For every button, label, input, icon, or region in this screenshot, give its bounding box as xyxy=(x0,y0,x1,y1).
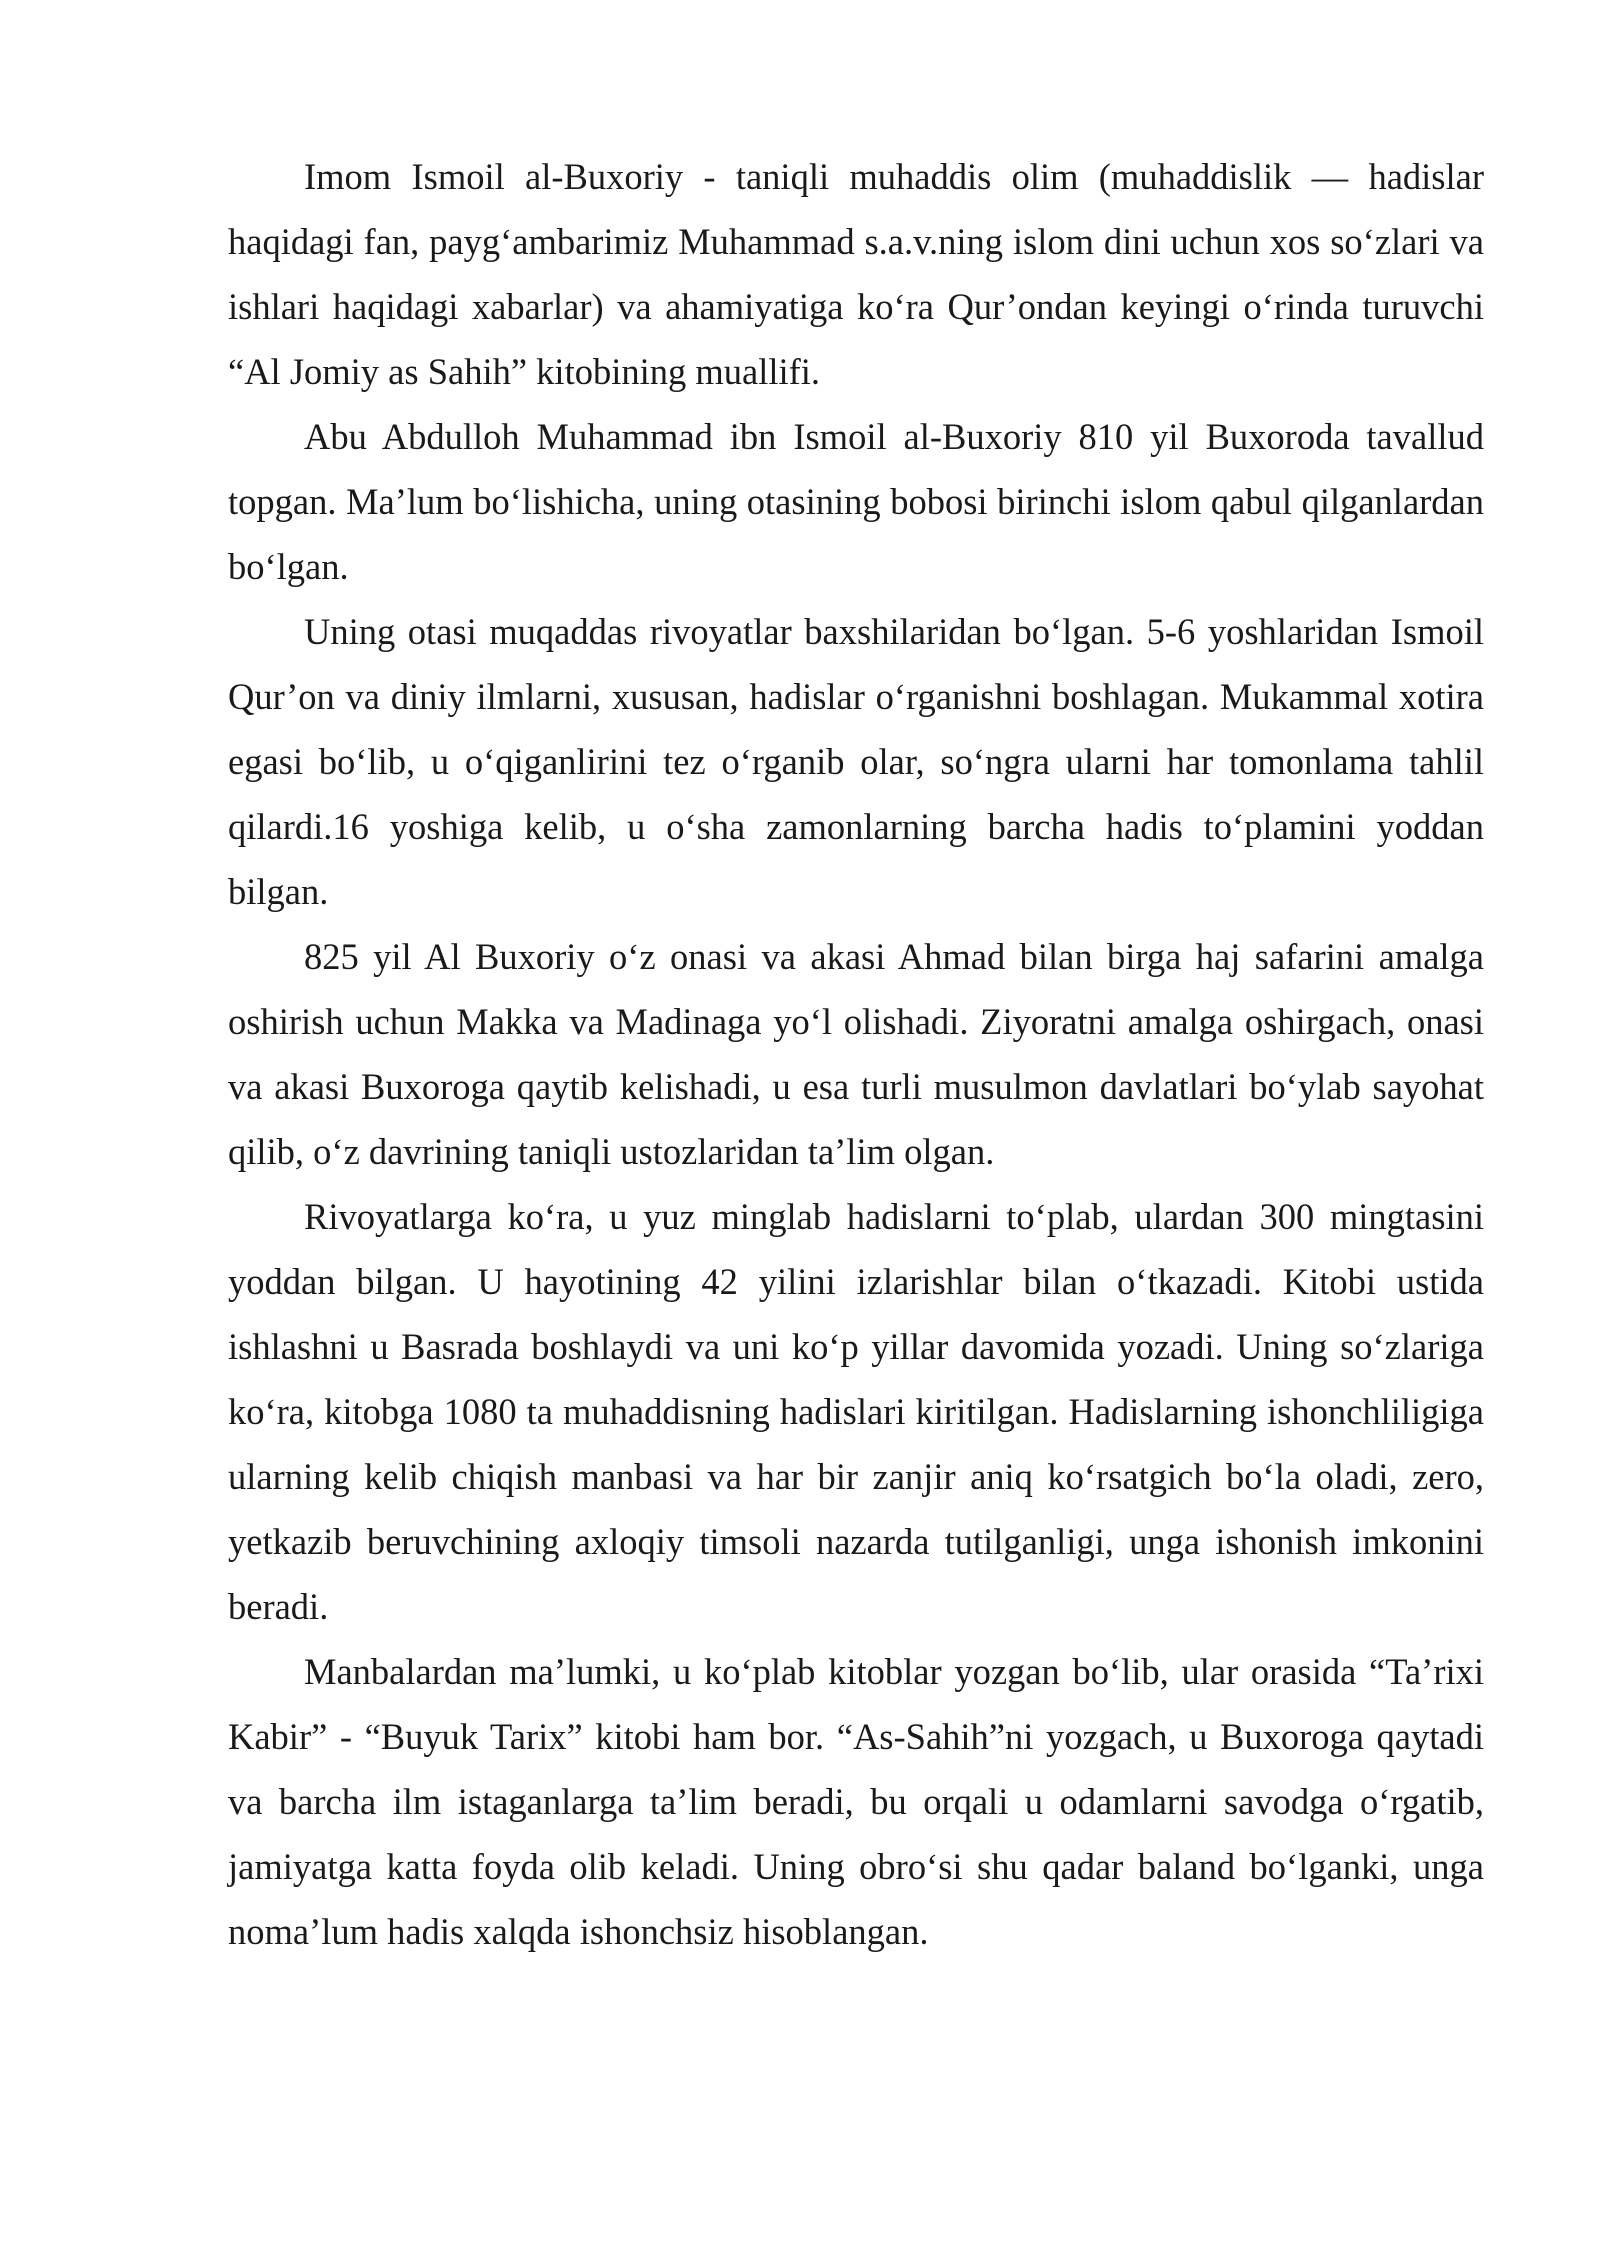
paragraph-introduction: Imom Ismoil al-Buxoriy - taniqli muhaddis olim (muhaddislik — hadislar haqidagi fan, payg‘ambarimiz Muhammad s.a.v.ning islom dini uchun xos so‘zlari va ishlari haqidagi xabarlar) va ahamiyatiga ko‘ra Qur’ondan keyingi o‘rinda turuvchi “Al Jomiy as Sahih” kitobining muallifi. xyxy=(228,156,1484,392)
document-body xyxy=(228,144,1484,1964)
paragraph-hadith-collection: Rivoyatlarga ko‘ra, u yuz minglab hadislarni to‘plab, ulardan 300 mingtasini yoddan bilgan. U hayotining 42 yilini izlarishlar bilan o‘tkazadi. Kitobi ustida ishlashni u Basrada boshlaydi va uni ko‘p yillar davomida yozadi. Uning so‘zlariga ko‘ra, kitobga 1080 ta muhaddisning hadislari kiritilgan. Hadislarning ishonchliligiga ularning kelib chiqish manbasi va har bir zanjir aniq ko‘rsatgich bo‘la oladi, zero, yetkazib beruvchining axloqiy timsoli nazarda tutilganligi, unga ishonish imkonini beradi. xyxy=(228,1196,1484,1627)
paragraph-birth: Abu Abdulloh Muhammad ibn Ismoil al-Buxoriy 810 yil Buxoroda tavallud topgan. Ma’lum bo‘lishicha, uning otasining bobosi birinchi islom qabul qilganlardan bo‘lgan. xyxy=(228,416,1484,587)
paragraph-works-and-legacy: Manbalardan ma’lumki, u ko‘plab kitoblar yozgan bo‘lib, ular orasida “Ta’rixi Kabir” - “Buyuk Tarix” kitobi ham bor. “As-Sahih”ni yozgach, u Buxoroga qaytadi va barcha ilm istaganlarga ta’lim beradi, bu orqali u odamlarni savodga o‘rgatib, jamiyatga katta foyda olib keladi. Uning obro‘si shu qadar baland bo‘lganki, unga noma’lum hadis xalqda ishonchsiz hisoblangan. xyxy=(228,1651,1484,1952)
paragraph-early-education: Uning otasi muqaddas rivoyatlar baxshilaridan bo‘lgan. 5-6 yoshlaridan Ismoil Qur’on va diniy ilmlarni, xususan, hadislar o‘rganishni boshlagan. Mukammal xotira egasi bo‘lib, u o‘qiganlirini tez o‘rganib olar, so‘ngra ularni har tomonlama tahlil qilardi.16 yoshiga kelib, u o‘sha zamonlarning barcha hadis to‘plamini yoddan bilgan. xyxy=(228,611,1484,912)
paragraph-pilgrimage: 825 yil Al Buxoriy o‘z onasi va akasi Ahmad bilan birga haj safarini amalga oshirish uchun Makka va Madinaga yo‘l olishadi. Ziyoratni amalga oshirgach, onasi va akasi Buxoroga qaytib kelishadi, u esa turli musulmon davlatlari bo‘ylab sayohat qilib, o‘z davrining taniqli ustozlaridan ta’lim olgan. xyxy=(228,936,1484,1172)
